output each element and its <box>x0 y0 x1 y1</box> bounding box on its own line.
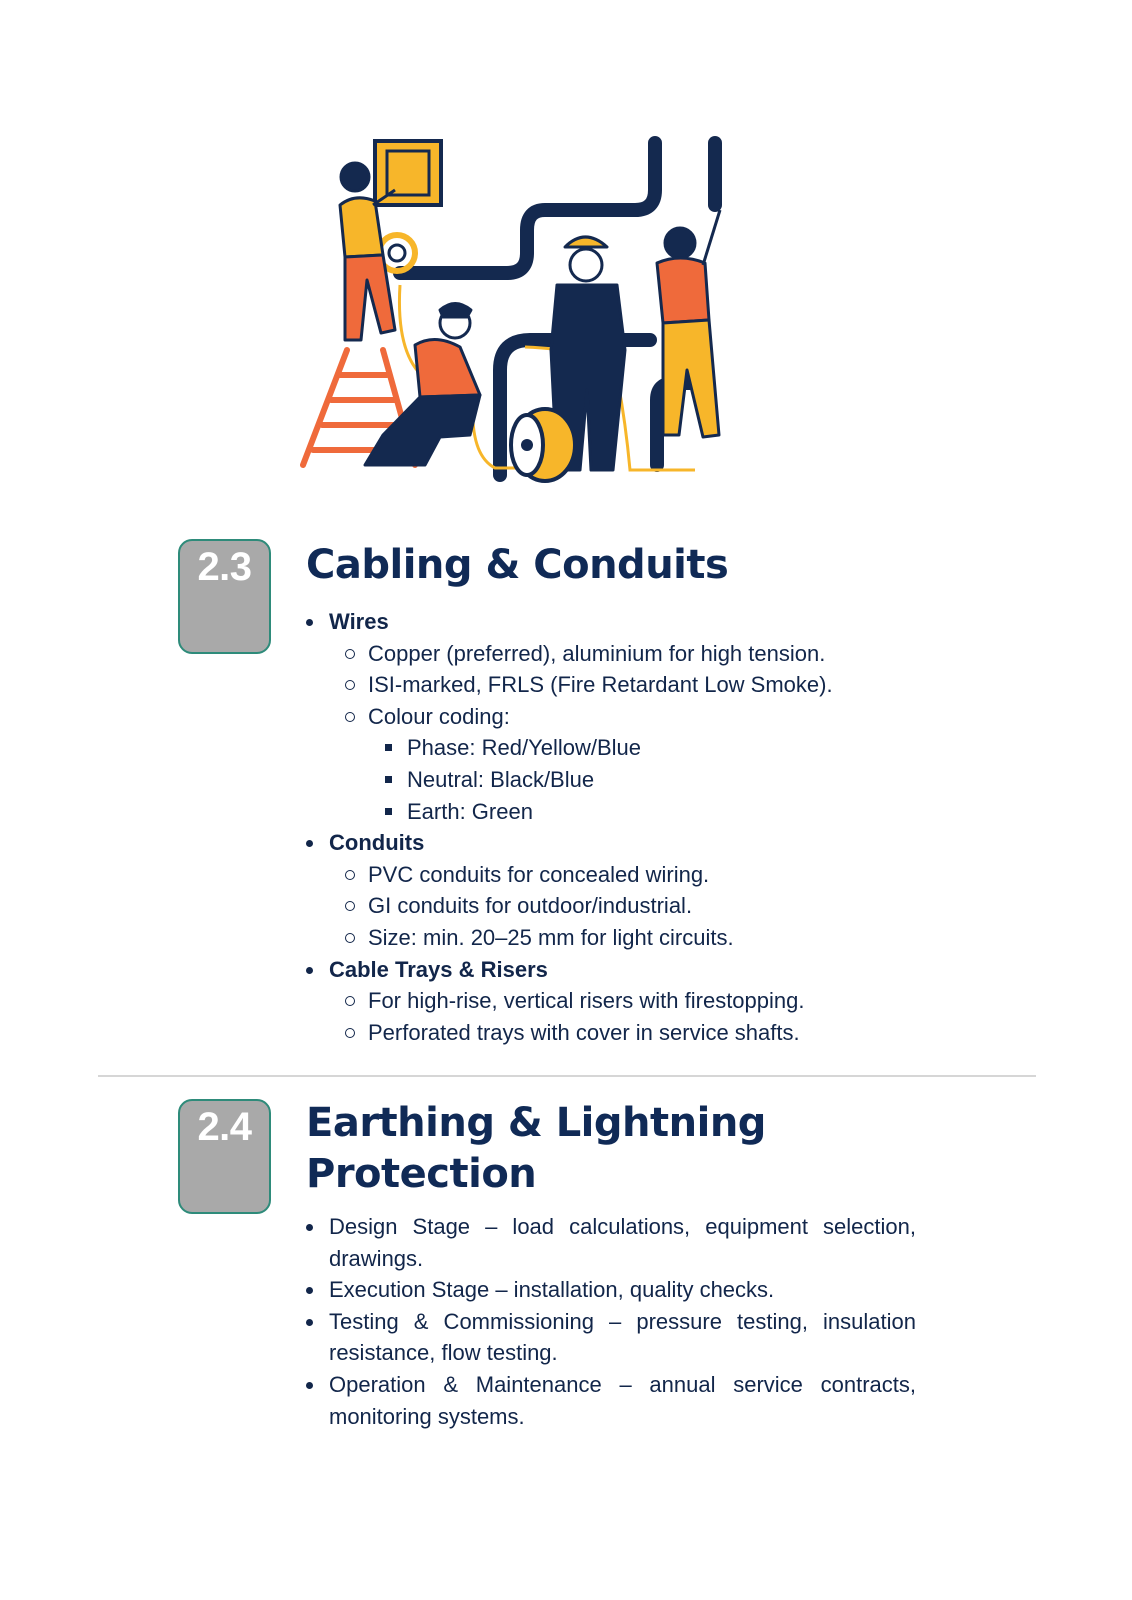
list-item: Execution Stage – installation, quality checks. <box>306 1274 916 1306</box>
section-number-badge <box>178 1099 271 1214</box>
list-item: Copper (preferred), aluminium for high tension. <box>345 638 833 670</box>
list-item-text: Colour coding: <box>368 703 510 729</box>
group-heading: Conduits <box>329 830 425 856</box>
section-title-line: Protection <box>306 1151 537 1197</box>
list-item: Neutral: Black/Blue <box>384 764 833 796</box>
earthing-list <box>306 1211 916 1432</box>
section-title-line: Earthing & Lightning <box>306 1100 766 1146</box>
list-item <box>345 701 833 827</box>
list-item: Perforated trays with cover in service shafts. <box>345 1017 833 1049</box>
cabling-list <box>306 606 833 1048</box>
section-title <box>306 1098 766 1200</box>
section-number: 2.3 <box>197 545 252 589</box>
list-item: Operation & Maintenance – annual service contracts, monitoring systems. <box>306 1369 916 1432</box>
list-item: GI conduits for outdoor/industrial. <box>345 890 833 922</box>
section-divider <box>98 1075 1036 1077</box>
list-item: Phase: Red/Yellow/Blue <box>384 732 833 764</box>
section-number-badge <box>178 539 271 654</box>
list-item: ISI-marked, FRLS (Fire Retardant Low Smoke). <box>345 669 833 701</box>
list-item <box>306 606 833 827</box>
group-heading: Wires <box>329 609 389 634</box>
list-item: PVC conduits for concealed wiring. <box>345 859 833 891</box>
section-number: 2.4 <box>197 1105 252 1149</box>
list-item: Testing & Commissioning – pressure testing, insulation resistance, flow testing. <box>306 1306 916 1369</box>
list-item <box>306 954 833 1049</box>
section-title: Cabling & Conduits <box>306 542 729 588</box>
electricians-installing-cables-illustration <box>295 135 765 495</box>
list-item <box>306 827 833 953</box>
list-item: Earth: Green <box>384 796 833 828</box>
list-item: For high-rise, vertical risers with firestopping. <box>345 985 833 1017</box>
list-item: Size: min. 20–25 mm for light circuits. <box>345 922 833 954</box>
group-heading: Cable Trays & Risers <box>329 956 548 982</box>
list-item: Design Stage – load calculations, equipment selection, drawings. <box>306 1211 916 1274</box>
